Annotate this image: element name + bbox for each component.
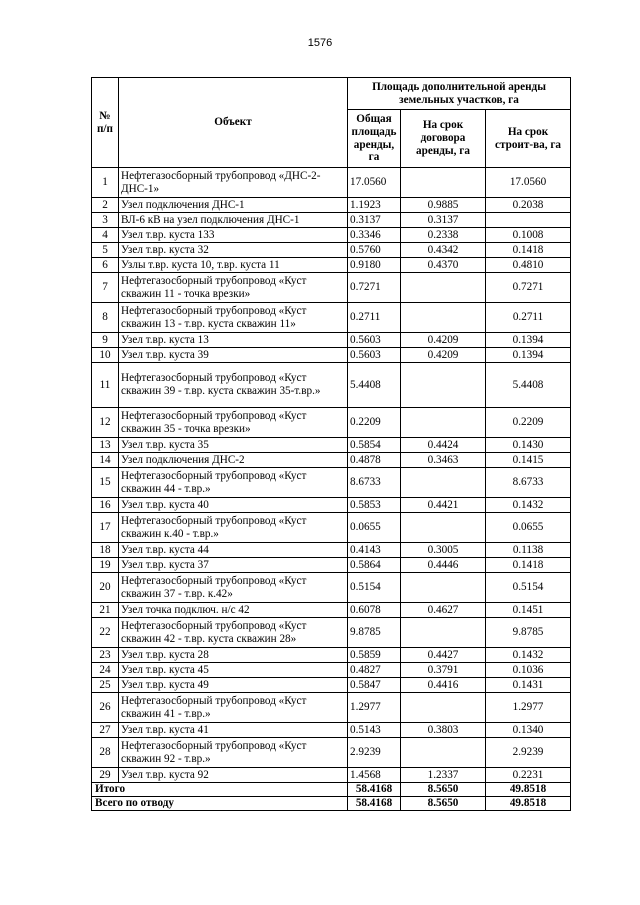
row-num: 28 [92, 738, 119, 768]
total-total-value: 58.4168 [348, 797, 401, 811]
row-total-area: 0.5603 [348, 348, 401, 363]
row-total-area: 0.4878 [348, 453, 401, 468]
row-contract-area: 0.4416 [401, 678, 486, 693]
row-contract-area [401, 408, 486, 438]
row-object: Узел т.вр. куста 13 [119, 333, 348, 348]
table-row [92, 678, 571, 693]
row-total-area: 0.0655 [348, 513, 401, 543]
row-construction-area: 0.1394 [486, 333, 571, 348]
row-total-area: 1.4568 [348, 768, 401, 783]
table-row [92, 543, 571, 558]
total-row [92, 783, 571, 797]
row-contract-area [401, 573, 486, 603]
table-row [92, 453, 571, 468]
row-object: Узел т.вр. куста 44 [119, 543, 348, 558]
row-object: Нефтегазосборный трубопровод «Куст скважин 11 - точка врезки» [119, 273, 348, 303]
row-contract-area [401, 513, 486, 543]
row-construction-area: 0.1430 [486, 438, 571, 453]
row-construction-area: 0.1431 [486, 678, 571, 693]
row-total-area: 0.7271 [348, 273, 401, 303]
row-contract-area: 0.4421 [401, 498, 486, 513]
row-total-area: 0.4143 [348, 543, 401, 558]
row-object: Нефтегазосборный трубопровод «Куст скважин 92 - т.вр.» [119, 738, 348, 768]
table-row [92, 648, 571, 663]
row-num: 3 [92, 213, 119, 228]
table-row [92, 618, 571, 648]
row-construction-area: 0.1432 [486, 648, 571, 663]
row-num: 10 [92, 348, 119, 363]
row-num: 20 [92, 573, 119, 603]
row-total-area: 0.5854 [348, 438, 401, 453]
row-construction-area: 0.1451 [486, 603, 571, 618]
header-total-area: Общая площадь аренды, га [348, 110, 401, 168]
table-row [92, 213, 571, 228]
land-lease-table [91, 77, 571, 811]
row-num: 11 [92, 363, 119, 408]
row-construction-area: 0.2038 [486, 198, 571, 213]
page-number: 1576 [307, 37, 333, 49]
row-total-area: 0.5143 [348, 723, 401, 738]
row-construction-area: 0.1432 [486, 498, 571, 513]
row-object: Узел т.вр. куста 40 [119, 498, 348, 513]
row-contract-area: 1.2337 [401, 768, 486, 783]
row-contract-area [401, 303, 486, 333]
row-object: Нефтегазосборный трубопровод «Куст скважин к.40 - т.вр.» [119, 513, 348, 543]
row-object: Узел т.вр. куста 45 [119, 663, 348, 678]
row-total-area: 8.6733 [348, 468, 401, 498]
row-contract-area: 0.4209 [401, 333, 486, 348]
row-contract-area: 0.4370 [401, 258, 486, 273]
row-contract-area: 0.3005 [401, 543, 486, 558]
table-body [92, 168, 571, 783]
table-row [92, 693, 571, 723]
table-row [92, 438, 571, 453]
row-contract-area: 0.4209 [401, 348, 486, 363]
header-object: Объект [119, 78, 348, 168]
row-total-area: 0.9180 [348, 258, 401, 273]
table-row [92, 258, 571, 273]
row-construction-area: 0.4810 [486, 258, 571, 273]
row-object: Узел т.вр. куста 35 [119, 438, 348, 453]
row-contract-area [401, 363, 486, 408]
row-num: 5 [92, 243, 119, 258]
row-object: Нефтегазосборный трубопровод «Куст скважин 42 - т.вр. куста скважин 28» [119, 618, 348, 648]
row-num: 7 [92, 273, 119, 303]
row-total-area: 0.5853 [348, 498, 401, 513]
row-object: Нефтегазосборный трубопровод «Куст скважин 35 - точка врезки» [119, 408, 348, 438]
row-num: 13 [92, 438, 119, 453]
row-object: Узел т.вр. куста 41 [119, 723, 348, 738]
row-total-area: 2.9239 [348, 738, 401, 768]
row-construction-area: 0.0655 [486, 513, 571, 543]
row-total-area: 1.2977 [348, 693, 401, 723]
row-contract-area: 0.3463 [401, 453, 486, 468]
row-num: 9 [92, 333, 119, 348]
row-contract-area: 0.3791 [401, 663, 486, 678]
row-num: 12 [92, 408, 119, 438]
row-construction-area: 17.0560 [486, 168, 571, 198]
row-construction-area [486, 213, 571, 228]
row-total-area: 17.0560 [348, 168, 401, 198]
table-row [92, 198, 571, 213]
row-contract-area [401, 273, 486, 303]
total-construction-value: 49.8518 [486, 797, 571, 811]
row-object: Узлы т.вр. куста 10, т.вр. куста 11 [119, 258, 348, 273]
row-object: Узел т.вр. куста 39 [119, 348, 348, 363]
row-construction-area: 0.1418 [486, 558, 571, 573]
row-object: Нефтегазосборный трубопровод «Куст скважин 13 - т.вр. куста скважин 11» [119, 303, 348, 333]
table-row [92, 273, 571, 303]
row-contract-area: 0.4627 [401, 603, 486, 618]
row-contract-area: 0.2338 [401, 228, 486, 243]
row-total-area: 0.3346 [348, 228, 401, 243]
row-object: Узел т.вр. куста 133 [119, 228, 348, 243]
row-num: 27 [92, 723, 119, 738]
table-row [92, 348, 571, 363]
table-row [92, 738, 571, 768]
row-contract-area: 0.3803 [401, 723, 486, 738]
row-total-area: 0.2711 [348, 303, 401, 333]
row-object: Нефтегазосборный трубопровод «Куст скважин 39 - т.вр. куста скважин 35-т.вр.» [119, 363, 348, 408]
table-row [92, 498, 571, 513]
table-row [92, 723, 571, 738]
header-area-group: Площадь дополнительной аренды земельных участков, га [348, 78, 571, 110]
row-object: Узел подключения ДНС-2 [119, 453, 348, 468]
table-row [92, 768, 571, 783]
row-num: 26 [92, 693, 119, 723]
grand-total-row [92, 797, 571, 811]
row-num: 29 [92, 768, 119, 783]
row-num: 14 [92, 453, 119, 468]
row-object: Нефтегазосборный трубопровод «Куст скважин 41 - т.вр.» [119, 693, 348, 723]
row-total-area: 0.5760 [348, 243, 401, 258]
table-row [92, 603, 571, 618]
header-num: № п/п [92, 78, 119, 168]
row-num: 24 [92, 663, 119, 678]
row-construction-area: 0.1008 [486, 228, 571, 243]
header-contract-term: На срок договора аренды, га [401, 110, 486, 168]
row-contract-area: 0.3137 [401, 213, 486, 228]
row-construction-area: 8.6733 [486, 468, 571, 498]
table-row [92, 243, 571, 258]
row-construction-area: 9.8785 [486, 618, 571, 648]
row-construction-area: 0.1036 [486, 663, 571, 678]
row-num: 15 [92, 468, 119, 498]
row-construction-area: 0.1138 [486, 543, 571, 558]
row-total-area: 0.5603 [348, 333, 401, 348]
row-object: Узел т.вр. куста 37 [119, 558, 348, 573]
row-construction-area: 0.2231 [486, 768, 571, 783]
row-total-area: 9.8785 [348, 618, 401, 648]
row-num: 8 [92, 303, 119, 333]
row-num: 18 [92, 543, 119, 558]
row-contract-area: 0.4424 [401, 438, 486, 453]
row-total-area: 0.3137 [348, 213, 401, 228]
row-num: 19 [92, 558, 119, 573]
row-construction-area: 0.2711 [486, 303, 571, 333]
table-foot [92, 783, 571, 811]
row-total-area: 0.5154 [348, 573, 401, 603]
row-contract-area [401, 168, 486, 198]
row-construction-area: 1.2977 [486, 693, 571, 723]
row-object: Узел т.вр. куста 49 [119, 678, 348, 693]
row-object: ВЛ-6 кВ на узел подключения ДНС-1 [119, 213, 348, 228]
row-total-area: 0.4827 [348, 663, 401, 678]
row-num: 4 [92, 228, 119, 243]
row-construction-area: 2.9239 [486, 738, 571, 768]
row-contract-area: 0.9885 [401, 198, 486, 213]
table-row [92, 363, 571, 408]
total-contract-value: 8.5650 [401, 783, 486, 797]
row-object: Нефтегазосборный трубопровод «ДНС-2-ДНС-1» [119, 168, 348, 198]
row-construction-area: 0.2209 [486, 408, 571, 438]
row-construction-area: 5.4408 [486, 363, 571, 408]
table-row [92, 558, 571, 573]
row-num: 21 [92, 603, 119, 618]
row-construction-area: 0.7271 [486, 273, 571, 303]
total-label: Итого [92, 783, 348, 797]
row-construction-area: 0.1418 [486, 243, 571, 258]
table-row [92, 303, 571, 333]
row-total-area: 5.4408 [348, 363, 401, 408]
row-object: Нефтегазосборный трубопровод «Куст скважин 44 - т.вр.» [119, 468, 348, 498]
row-object: Узел т.вр. куста 32 [119, 243, 348, 258]
row-object: Нефтегазосборный трубопровод «Куст скважин 37 - т.вр. к.42» [119, 573, 348, 603]
table-row [92, 228, 571, 243]
row-object: Узел т.вр. куста 28 [119, 648, 348, 663]
row-total-area: 0.6078 [348, 603, 401, 618]
row-object: Узел точка подключ. н/с 42 [119, 603, 348, 618]
row-num: 2 [92, 198, 119, 213]
total-label: Всего по отводу [92, 797, 348, 811]
table-row [92, 663, 571, 678]
row-construction-area: 0.1340 [486, 723, 571, 738]
row-contract-area [401, 618, 486, 648]
header-construction-term: На срок строит-ва, га [486, 110, 571, 168]
total-total-value: 58.4168 [348, 783, 401, 797]
row-total-area: 0.5864 [348, 558, 401, 573]
total-construction-value: 49.8518 [486, 783, 571, 797]
row-total-area: 0.2209 [348, 408, 401, 438]
table-row [92, 513, 571, 543]
row-construction-area: 0.1415 [486, 453, 571, 468]
row-contract-area [401, 738, 486, 768]
table-row [92, 573, 571, 603]
table-row [92, 408, 571, 438]
row-contract-area: 0.4427 [401, 648, 486, 663]
row-construction-area: 0.5154 [486, 573, 571, 603]
row-num: 1 [92, 168, 119, 198]
table-row [92, 333, 571, 348]
total-contract-value: 8.5650 [401, 797, 486, 811]
row-num: 22 [92, 618, 119, 648]
row-object: Узел т.вр. куста 92 [119, 768, 348, 783]
row-contract-area: 0.4446 [401, 558, 486, 573]
row-contract-area [401, 693, 486, 723]
row-total-area: 0.5859 [348, 648, 401, 663]
row-contract-area: 0.4342 [401, 243, 486, 258]
row-total-area: 0.5847 [348, 678, 401, 693]
row-total-area: 1.1923 [348, 198, 401, 213]
row-object: Узел подключения ДНС-1 [119, 198, 348, 213]
row-contract-area [401, 468, 486, 498]
table-row [92, 168, 571, 198]
row-num: 25 [92, 678, 119, 693]
row-num: 23 [92, 648, 119, 663]
row-num: 16 [92, 498, 119, 513]
row-num: 17 [92, 513, 119, 543]
row-construction-area: 0.1394 [486, 348, 571, 363]
table-row [92, 468, 571, 498]
row-num: 6 [92, 258, 119, 273]
